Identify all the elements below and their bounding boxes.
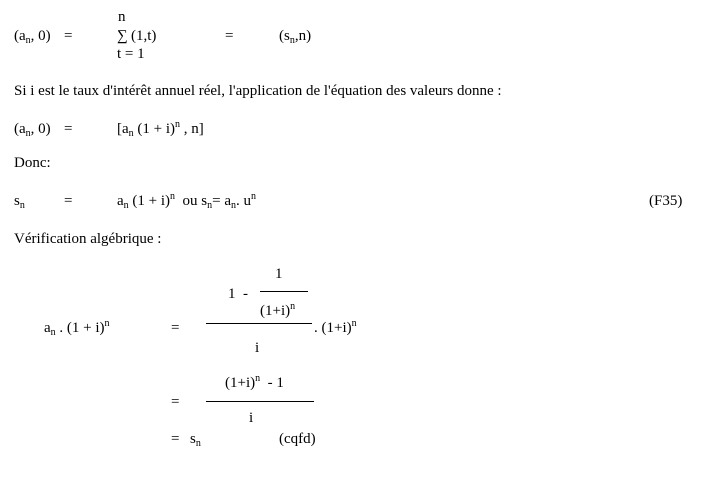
eq1-sum-lower: t = 1 bbox=[117, 46, 145, 62]
donc-label: Donc: bbox=[14, 155, 51, 171]
eq6-equals: = bbox=[171, 431, 180, 447]
eq4-tail: . $(1+i)^n$ bbox=[314, 318, 357, 336]
eq3-equals: = bbox=[64, 193, 73, 209]
equation-label-f35: (F35) bbox=[649, 193, 683, 209]
verification-heading: Vérification algébrique : bbox=[14, 231, 162, 247]
eq5-fraction-bar bbox=[206, 401, 314, 402]
eq4-equals: = bbox=[171, 320, 180, 336]
eq1-sum-upper: n bbox=[118, 9, 126, 25]
eq1-rhs: $(s_n,n)$ bbox=[279, 28, 312, 46]
eq3-rhs: $a_n$ $(1 + i)^n$ ou $s_n= a_n$. $u^n$ bbox=[117, 191, 257, 211]
eq1-lhs: ($a_n$, 0) bbox=[14, 28, 51, 46]
sigma-icon: ∑ bbox=[117, 28, 128, 44]
eq1-sum-body: (1,t) bbox=[131, 28, 157, 44]
paragraph-interest-rate: Si i est le taux d'intérêt annuel réel, l'application de l'équation des valeurs donne : bbox=[14, 83, 502, 99]
eq4-inner-numerator: 1 bbox=[275, 266, 283, 282]
eq5-numerator: $(1+i)^n - 1$ bbox=[225, 373, 284, 391]
eq6-sn: $s_n$ bbox=[190, 431, 201, 449]
eq4-inner-fraction-bar bbox=[260, 291, 308, 292]
eq1-equals: = bbox=[64, 28, 73, 44]
eq3-lhs: $s_n$ bbox=[14, 193, 25, 211]
eq1-equals-2: = bbox=[225, 28, 234, 44]
eq5-denominator: i bbox=[249, 410, 254, 426]
eq4-inner-denominator: $(1+i)^n$ bbox=[260, 301, 296, 319]
eq4-outer-denominator: i bbox=[255, 340, 260, 356]
eq2-lhs: ($a_n$, 0) bbox=[14, 121, 51, 139]
eq2-rhs: [$a_n$ $(1 + i)^n$ , n] bbox=[117, 119, 204, 139]
eq4-lhs: $a_n$ . $(1 + i)^n$ bbox=[44, 318, 110, 338]
eq6-cqfd: (cqfd) bbox=[279, 431, 316, 447]
eq5-equals: = bbox=[171, 394, 180, 410]
eq2-equals: = bbox=[64, 121, 73, 137]
eq4-one-minus: 1 - bbox=[228, 286, 248, 302]
eq4-outer-fraction-bar bbox=[206, 323, 312, 324]
